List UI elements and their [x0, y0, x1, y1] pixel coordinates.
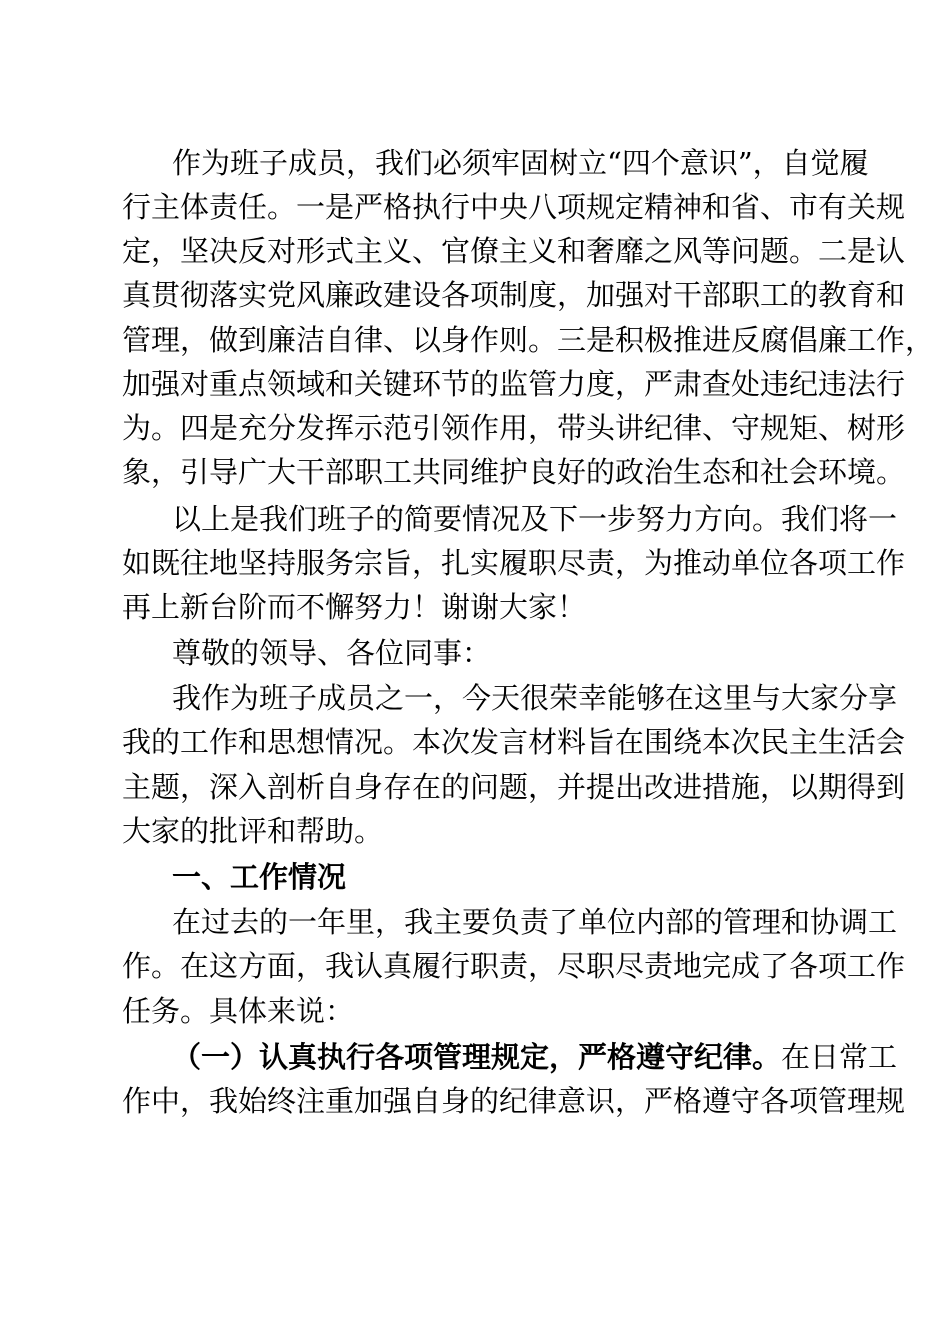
paragraph-4-line-4: 大家的批评和帮助。 [122, 814, 384, 848]
paragraph-2-line-1: 以上是我们班子的简要情况及下一步努力方向。我们将一 [172, 502, 898, 536]
salutation: 尊敬的领导、各位同事： [172, 636, 492, 670]
paragraph-4-line-2: 我的工作和思想情况。本次发言材料旨在围绕本次民主生活会 [122, 725, 906, 759]
paragraph-5-line-2: 作。在这方面，我认真履行职责，尽职尽责地完成了各项工作 [122, 949, 906, 983]
paragraph-1-line-3: 定，坚决反对形式主义、官僚主义和奢靡之风等问题。二是认 [122, 234, 906, 268]
paragraph-4-line-3: 主题，深入剖析自身存在的问题，并提出改进措施，以期得到 [122, 770, 906, 804]
paragraph-2-line-3: 再上新台阶而不懈努力！谢谢大家！ [122, 590, 587, 624]
paragraph-2-line-2: 如既往地坚持服务宗旨，扎实履职尽责，为推动单位各项工作 [122, 546, 906, 580]
subsection-heading: （一）认真执行各项管理规定，严格遵守纪律。 [172, 1040, 782, 1074]
paragraph-1-line-6: 加强对重点领域和关键环节的监管力度，严肃查处违纪违法行 [122, 367, 906, 401]
paragraph-1-line-4: 真贯彻落实党风廉政建设各项制度，加强对干部职工的教育和 [122, 278, 906, 312]
paragraph-5-line-3: 任务。具体来说： [122, 994, 355, 1028]
paragraph-6-line-1-rest: 在日常工 [781, 1040, 898, 1074]
paragraph-5-line-1: 在过去的一年里，我主要负责了单位内部的管理和协调工 [172, 905, 898, 939]
paragraph-6-line-1 [172, 1035, 898, 1079]
section-heading: 一、工作情况 [172, 860, 347, 894]
paragraph-6-line-2: 作中，我始终注重加强自身的纪律意识，严格遵守各项管理规 [122, 1084, 906, 1118]
paragraph-1-line-5: 管理，做到廉洁自律、以身作则。三是积极推进反腐倡廉工作， [122, 323, 935, 357]
paragraph-1-line-1: 作为班子成员，我们必须牢固树立“四个意识”，自觉履 [172, 146, 869, 180]
paragraph-4-line-1: 我作为班子成员之一，今天很荣幸能够在这里与大家分享 [172, 681, 898, 715]
paragraph-1-line-2: 行主体责任。一是严格执行中央八项规定精神和省、市有关规 [122, 190, 906, 224]
paragraph-1-line-8: 象，引导广大干部职工共同维护良好的政治生态和社会环境。 [122, 455, 906, 489]
paragraph-1-line-7: 为。四是充分发挥示范引领作用，带头讲纪律、守规矩、树形 [122, 411, 906, 445]
